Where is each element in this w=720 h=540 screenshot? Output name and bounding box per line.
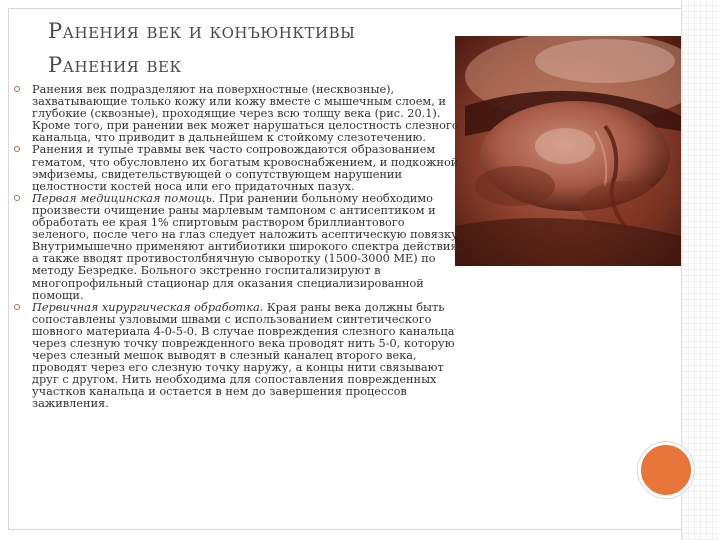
title-line-2: Ранения век — [48, 53, 182, 77]
list-item — [14, 144, 464, 192]
bullet-circle-icon — [14, 86, 20, 92]
list-item — [14, 193, 464, 302]
bullet-text: При ранении больному необходимо произвести очищение раны марлевым тампоном с антисептиком и обработать ее края 1% спиртовым раствором бриллиантового зеленого, после чего на глаз следует наложить асептическую повязку. Внутримышечно применяют антибиотики широкого спектра действия, а также вводят противостолбнячную сыворотку (1500-3000 МЕ) по методу Безредке. Больного экстренно госпитализируют в многопрофильный стационар для оказания специализированной помощи. — [32, 191, 462, 302]
bullet-emphasis: Первая медицинская помощь. — [32, 191, 216, 205]
bullet-text: Ранения век подразделяют на поверхностные (несквозные), захватывающие только кожу или кожу вместе с мышечным слоем, и глубокие (сквозные), проходящие через всю толщу века (рис. 20.1). Кроме того, при ранении век может нарушаться целостность слезного канальца, что приводит в дальнейшем к стойкому слезотечению. — [32, 83, 459, 145]
bullet-circle-icon — [14, 195, 20, 201]
bullet-text: Края раны века должны быть сопоставлены узловыми швами с использованием синтетического шовного материала 4-0-5-0. В случае повреждения слезного канальца через слезную точку поврежденного века проводят нить 5-0, которую через слезный мешок выводят в слезный каналец второго века, проводят через его слезную точку наружу, а концы нити связывают друг с другом. Нить необходима для сопоставления поврежденных участков канальца и остается в нем до завершения процессов заживления. — [32, 300, 455, 411]
bullet-circle-icon — [14, 304, 20, 310]
bullet-emphasis: Первичная хирургическая обработка. — [32, 300, 264, 314]
eyelid-wound-photo — [455, 36, 681, 266]
bullet-circle-icon — [14, 146, 20, 152]
decorative-orange-circle — [638, 442, 694, 498]
title-line-1: Ранения век и конъюнктивы — [48, 19, 356, 43]
list-item — [14, 302, 464, 411]
list-item — [14, 84, 464, 144]
bullet-list — [14, 84, 464, 411]
slide-title — [48, 14, 448, 82]
bullet-text: Ранения и тупые травмы век часто сопровождаются образованием гематом, что обусловлено их богатым кровоснабжением, и подкожной эмфиземы, свидетельствующей о сопутствующем нарушении целостности костей носа или его придаточных пазух. — [32, 143, 459, 193]
